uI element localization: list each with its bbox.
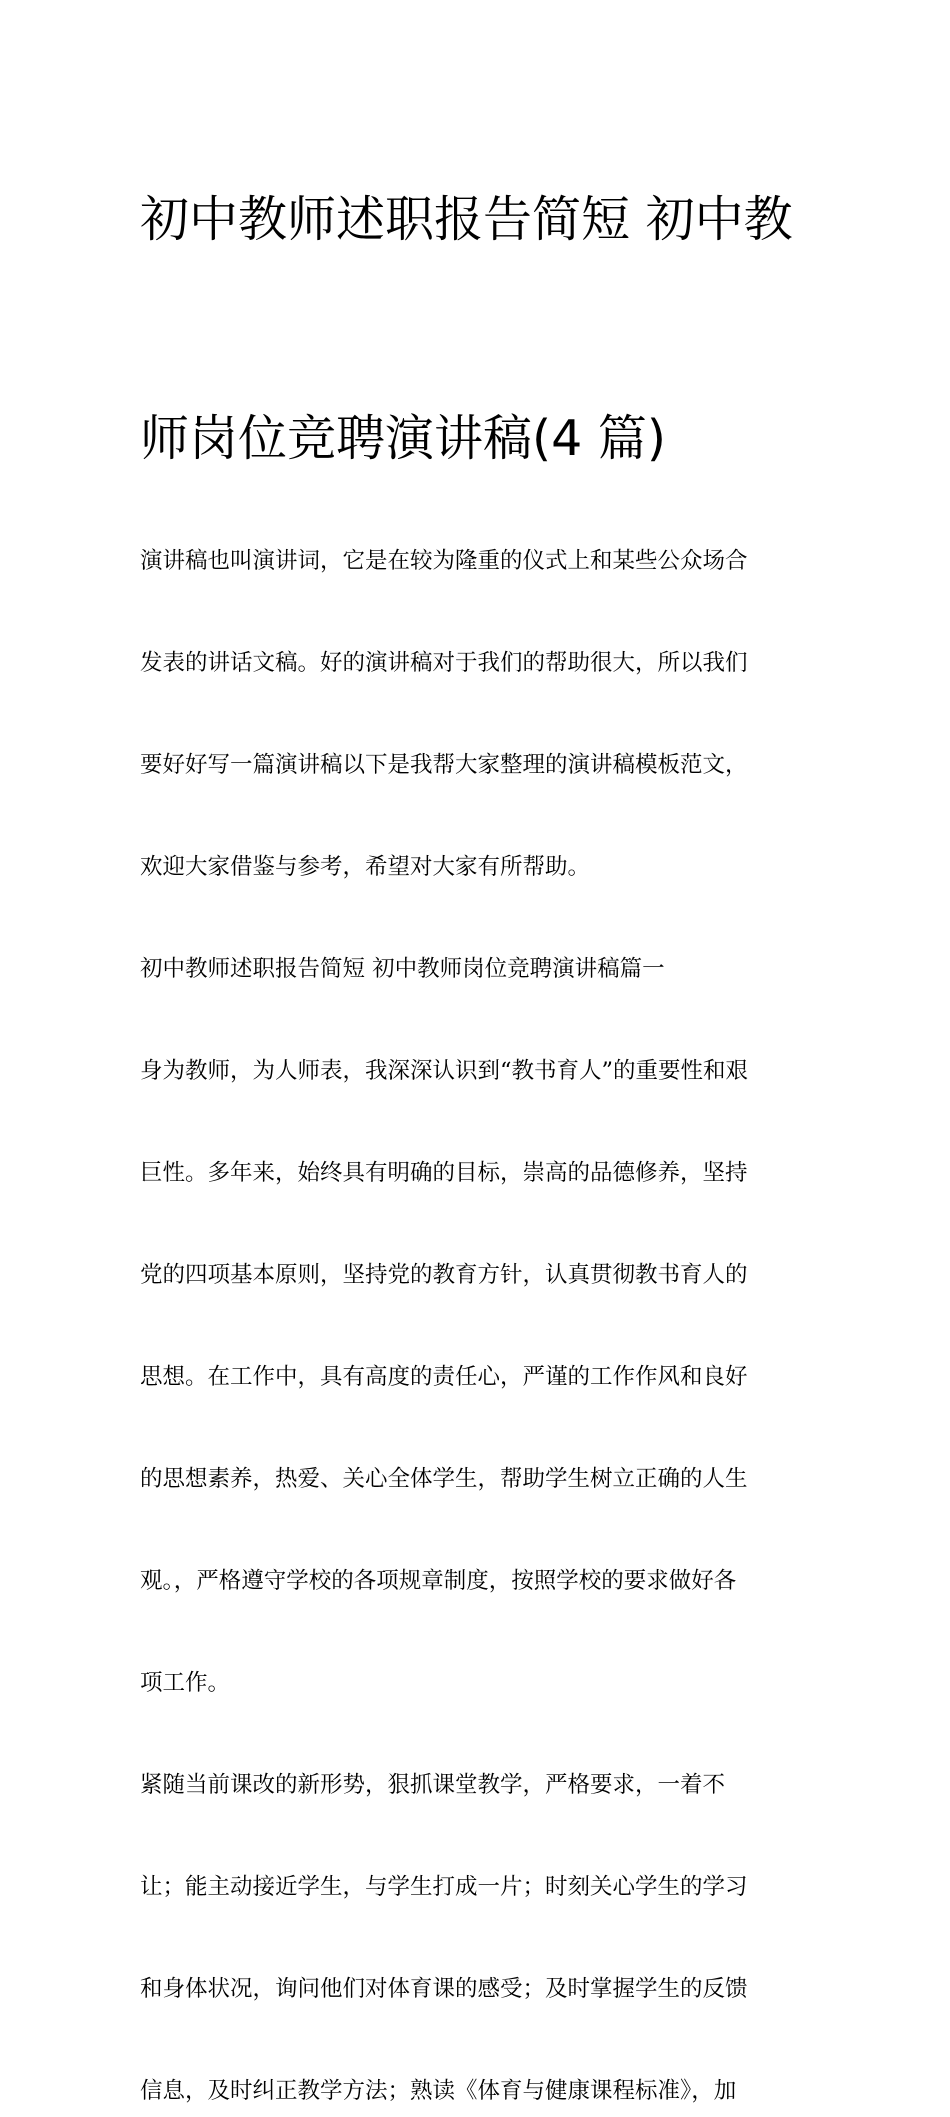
document-content [140,110,815,2117]
body-paragraph-2 [140,1709,815,2117]
paragraph-line: 让；能主动接近学生，与学生打成一片；时刻关心学生的学习 [140,1874,748,1900]
paragraph-line: 欢迎大家借鉴与参考，希望对大家有所帮助。 [140,854,591,880]
body-paragraph-1 [140,995,815,1709]
paragraph-line: 要好好写一篇演讲稿以下是我帮大家整理的演讲稿模板范文， [140,752,748,778]
paragraph-line: 信息，及时纠正教学方法；熟读《体育与健康课程标准》，加 [140,2078,737,2104]
paragraph-line: 党的四项基本原则，坚持党的教育方针，认真贯彻教书育人的 [140,1262,748,1288]
paragraph-line: 身为教师，为人师表，我深深认识到“教书育人”的重要性和艰 [140,1058,749,1084]
document-body [140,485,815,2117]
intro-paragraph [140,485,815,893]
section-heading [140,893,815,995]
paragraph-line: 演讲稿也叫演讲词，它是在较为隆重的仪式上和某些公众场合 [140,548,748,574]
paragraph-line: 的思想素养，热爱、关心全体学生，帮助学生树立正确的人生 [140,1466,748,1492]
paragraph-line: 发表的讲话文稿。好的演讲稿对于我们的帮助很大，所以我们 [140,650,748,676]
paragraph-line: 思想。在工作中，具有高度的责任心，严谨的工作作风和良好 [140,1364,748,1390]
title-line-1: 初中教师述职报告简短 初中教 [140,191,793,248]
paragraph-line: 初中教师述职报告简短 初中教师岗位竞聘演讲稿篇一 [140,956,665,982]
document-title [140,110,815,475]
paragraph-line: 观。，严格遵守学校的各项规章制度，按照学校的要求做好各 [140,1568,737,1594]
paragraph-line: 巨性。多年来，始终具有明确的目标，崇高的品德修养，坚持 [140,1160,748,1186]
paragraph-line: 和身体状况，询问他们对体育课的感受；及时掌握学生的反馈 [140,1976,748,2002]
paragraph-line: 项工作。 [140,1670,231,1696]
paragraph-line: 紧随当前课改的新形势，狠抓课堂教学，严格要求，一着不 [140,1772,726,1798]
title-line-2: 师岗位竞聘演讲稿(4 篇) [140,410,666,467]
